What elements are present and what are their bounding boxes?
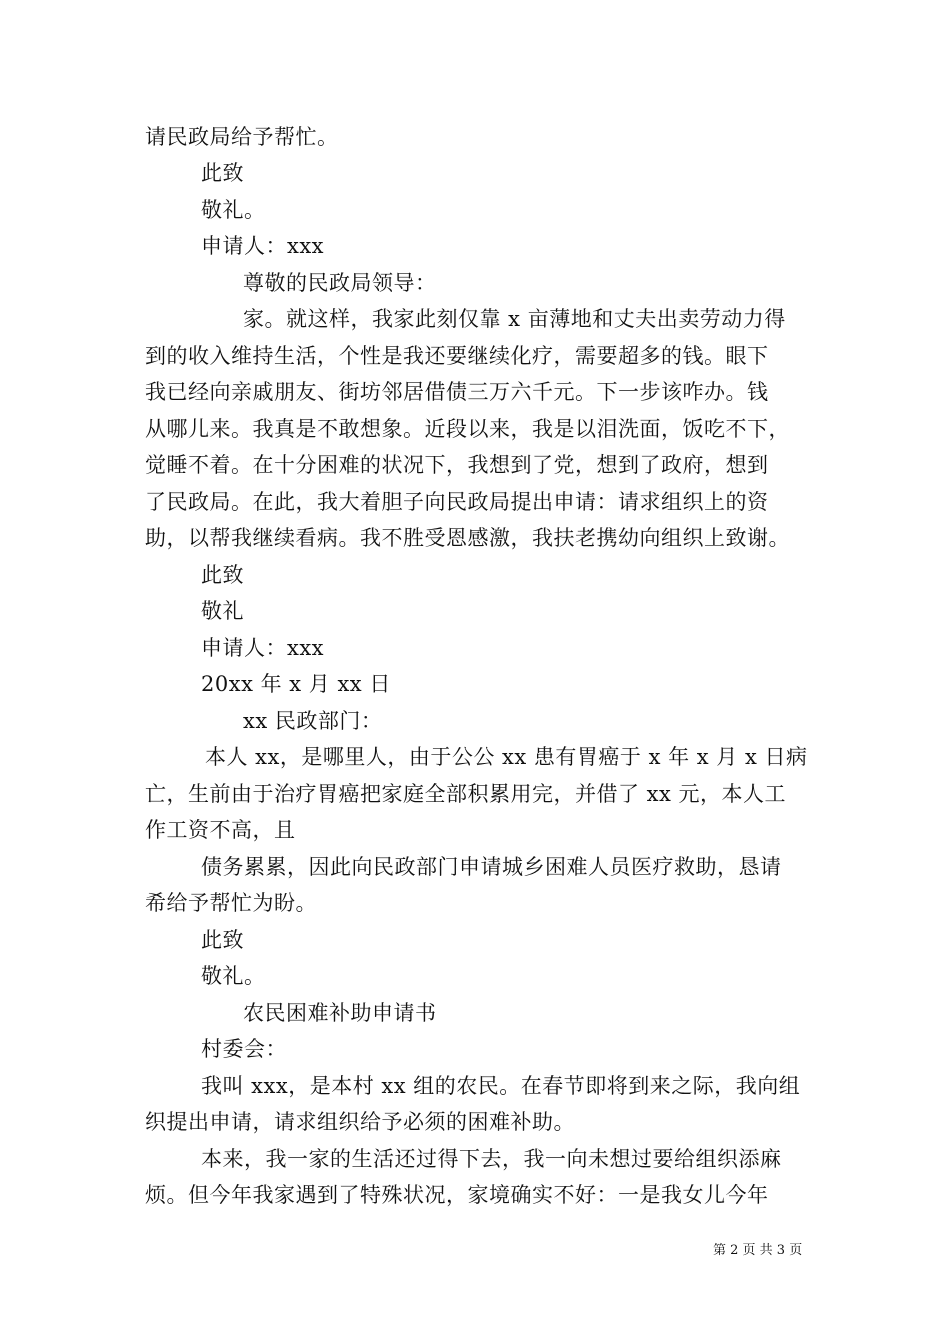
text-line: 了民政局。在此，我大着胆子向民政局提出申请：请求组织上的资 [145, 490, 769, 514]
text-line: 敬礼。 [201, 964, 266, 988]
text-line: 到的收入维持生活，个性是我还要继续化疗，需要超多的钱。眼下 [145, 344, 769, 368]
salutation: xx 民政部门： [243, 709, 383, 733]
page-number: 第 2 页 共 3 页 [713, 1243, 803, 1258]
text-line: 本人 xx，是哪里人，由于公公 xx 患有胃癌于 x 年 x 月 x 日病 [205, 745, 808, 769]
text-line: 亡，生前由于治疗胃癌把家庭全部积累用完，并借了 xx 元，本人工 [145, 782, 787, 806]
text-line: 敬礼。 [201, 198, 266, 222]
text-line: 我已经向亲戚朋友、街坊邻居借债三万六千元。下一步该咋办。钱 [145, 380, 769, 404]
text-line: 家。就这样，我家此刻仅靠 x 亩薄地和丈夫出卖劳动力得 [243, 307, 786, 331]
text-line: 申请人：xxx [201, 234, 325, 258]
text-line: 敬礼 [201, 599, 244, 623]
text-line: 我叫 xxx，是本村 xx 组的农民。在春节即将到来之际，我向组 [201, 1074, 801, 1098]
text-line: 助，以帮我继续看病。我不胜受恩感激，我扶老携幼向组织上致谢。 [145, 526, 790, 550]
salutation: 村委会： [201, 1037, 287, 1061]
text-line: 希给予帮忙为盼。 [145, 891, 317, 915]
text-line: 申请人：xxx [201, 636, 325, 660]
text-line: 从哪儿来。我真是不敢想象。近段以来，我是以泪洗面，饭吃不下， [145, 417, 790, 441]
salutation: 尊敬的民政局领导： [243, 271, 437, 295]
date-line: 20xx 年 x 月 xx 日 [201, 672, 391, 696]
text-line: 债务累累，因此向民政部门申请城乡困难人员医疗救助，恳请 [201, 855, 782, 879]
text-line: 觉睡不着。在十分困难的状况下，我想到了党，想到了政府，想到 [145, 453, 769, 477]
text-line: 此致 [201, 928, 244, 952]
text-line: 织提出申请，请求组织给予必须的困难补助。 [145, 1110, 575, 1134]
text-line: 本来，我一家的生活还过得下去，我一向未想过要给组织添麻 [201, 1147, 782, 1171]
text-line: 此致 [201, 161, 244, 185]
text-line: 请民政局给予帮忙。 [145, 125, 339, 149]
text-line: 此致 [201, 563, 244, 587]
section-title: 农民困难补助申请书 [243, 1001, 437, 1025]
text-line: 烦。但今年我家遇到了特殊状况，家境确实不好：一是我女儿今年 [145, 1183, 769, 1207]
text-line: 作工资不高，且 [145, 818, 296, 842]
